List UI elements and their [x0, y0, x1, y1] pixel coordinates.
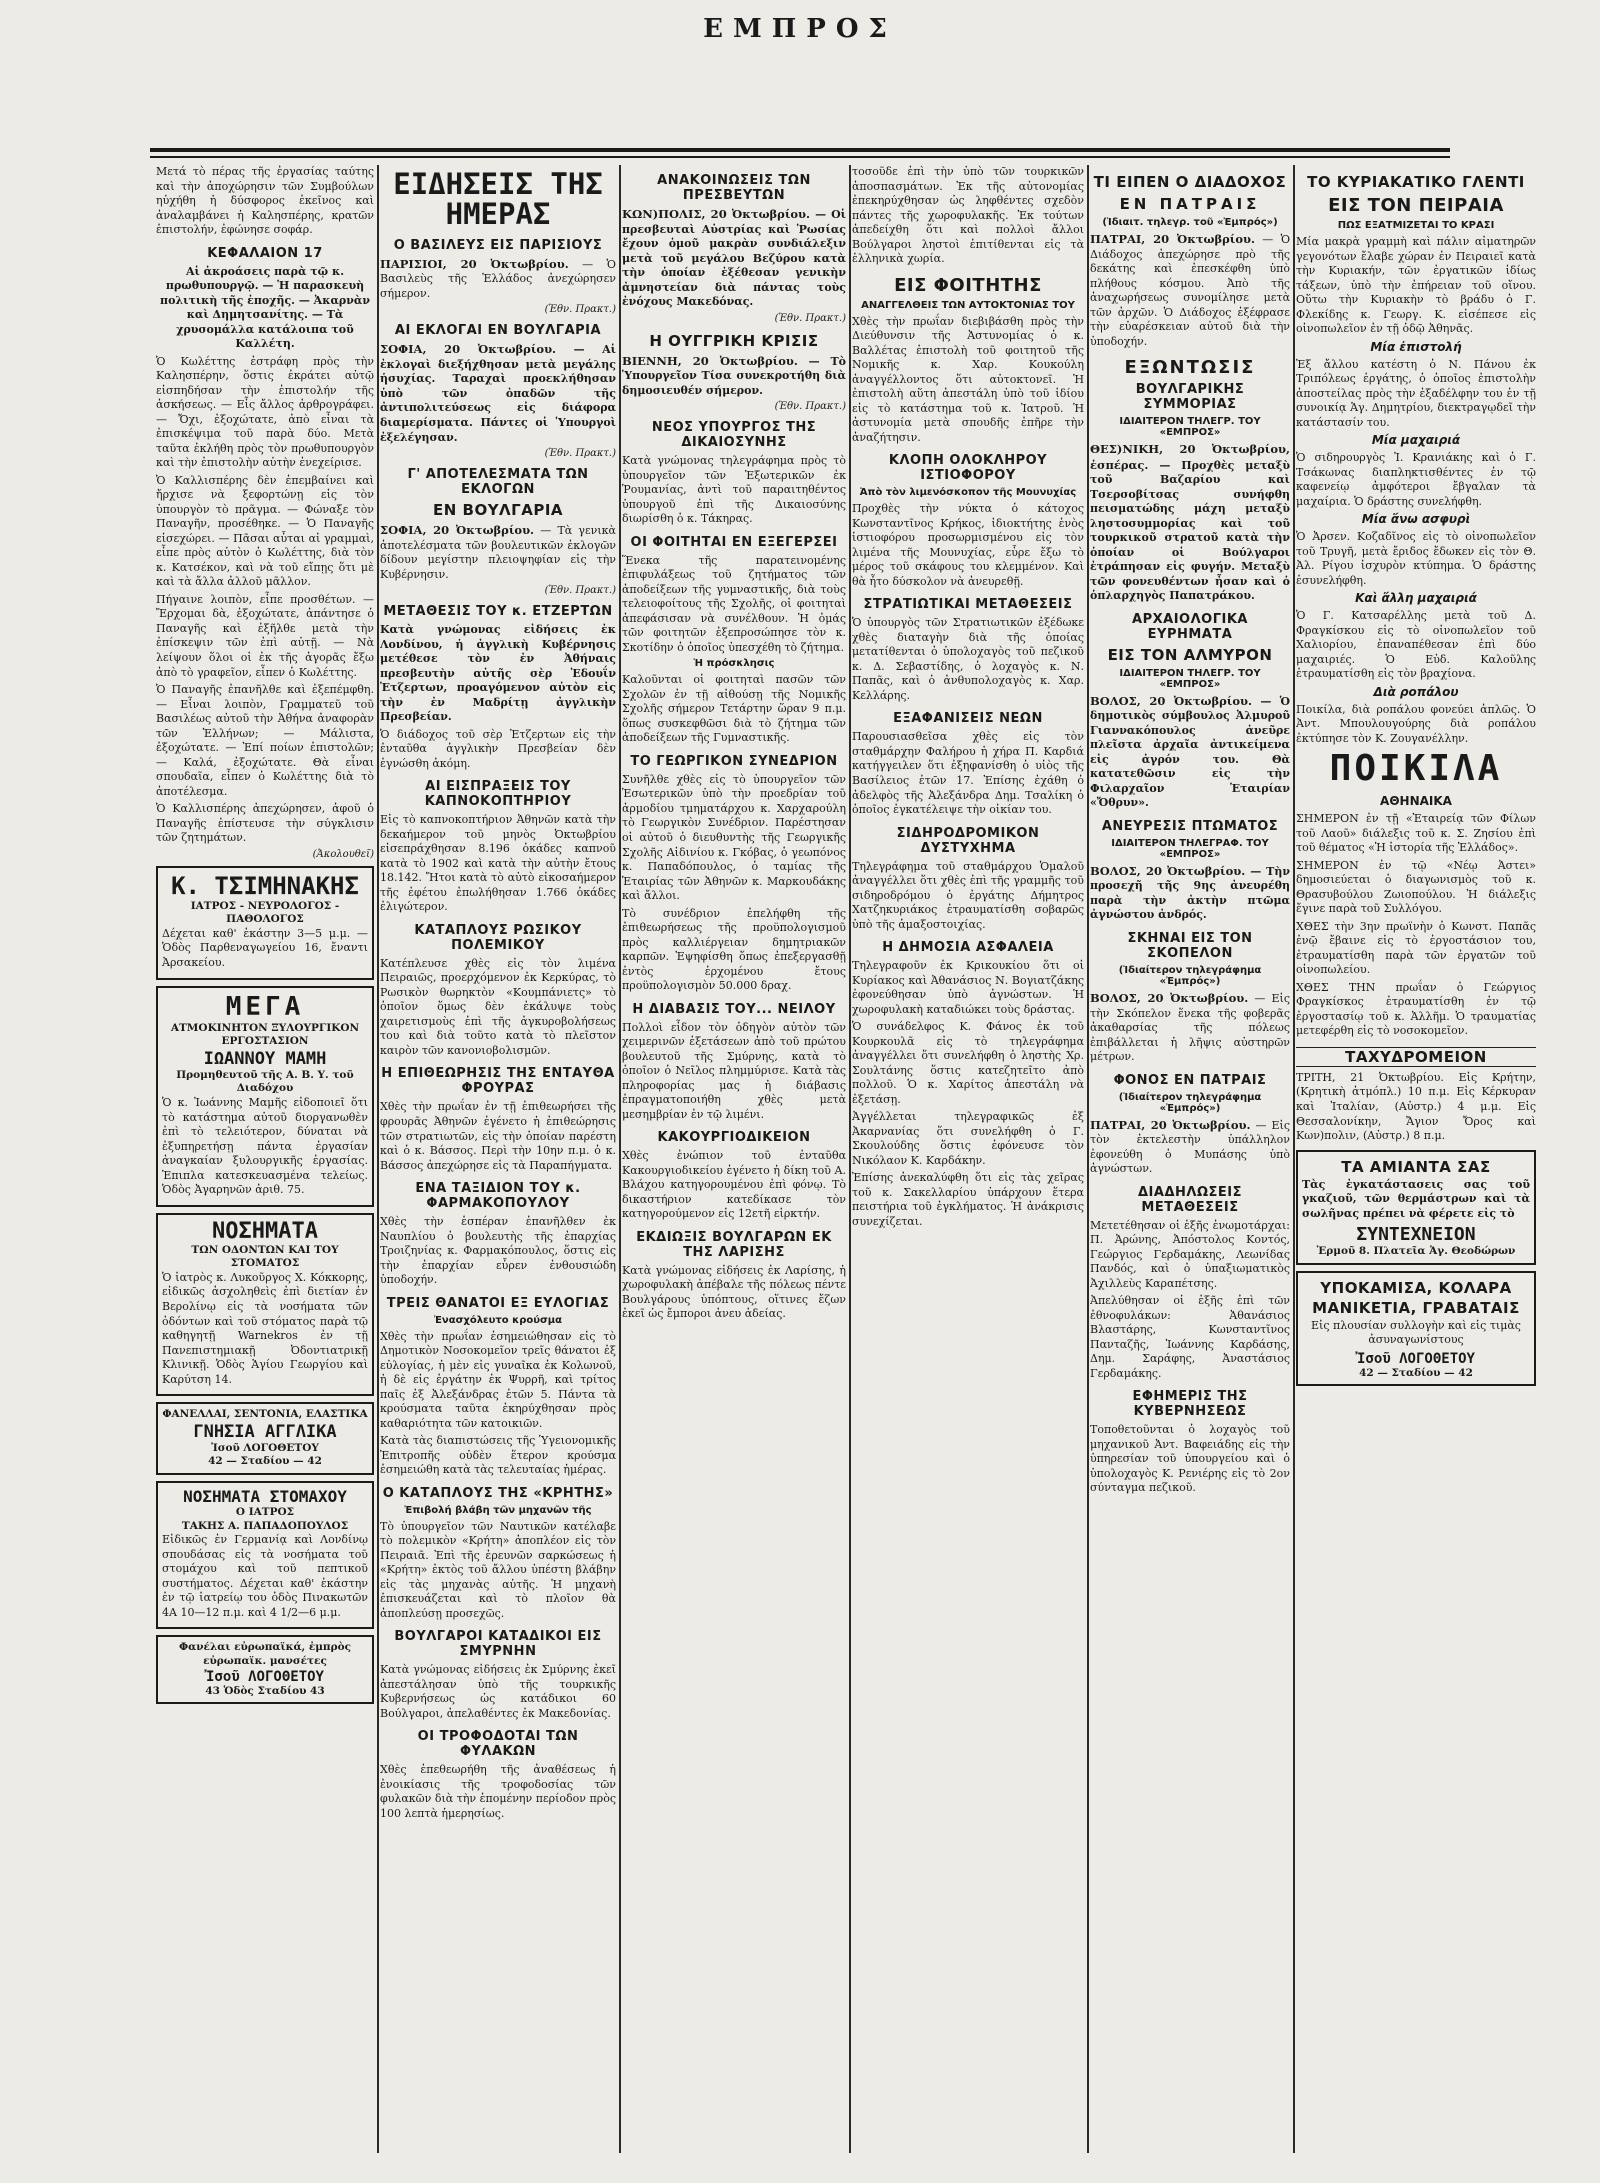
article-subheadline: (Ἰδιαίτερον τηλεγράφημα «Ἐμπρός») — [1118, 1091, 1262, 1114]
ad-text: Δέχεται καθ' ἑκάστην 3—5 μ.μ. — Ὁδὸς Παρθεναγωγείου 16, ἔναντι Ἀρσακείου. — [162, 926, 368, 969]
article-subheadline: Ἐνασχόλευτο κρούσμα — [434, 1314, 562, 1326]
article-subheadline: Μία ἐπιστολή — [1370, 339, 1462, 354]
article-headline: ΤΑΧΥΔΡΟΜΕΙΟΝ — [1296, 1047, 1536, 1067]
article-text: Προχθὲς τὴν νύκτα ὁ κάτοχος Κωνσταντῖνος Κρήκος, ἰδιοκτήτης ἑνὸς ἱστιοφόρου προσωρμισμένου εἰς τὸν λιμένα τῆς Μουνυχίας, εὗρε ἔξω τὸ μέρος τοῦ σκάφους του κλεμμένον. Καὶ θὰ ἦτο δύσκολον νὰ ἀνευρεθῇ. — [852, 502, 1084, 588]
story-text: Ὁ Παναγῆς ἐπανῆλθε καὶ ἐξεπέμφθη. — Εἶναι λοιπὸν, Γραμματεῦ τοῦ Βασιλέως αὐτοῦ τὴν Ἀθήνα ἀναφορὰν τῶν Ἑλλήνων; — Μάλιστα, ἐξοχώτατε. — Ἐπί ποίων ἐπιστολῶν; — Καλά, ἐξοχώτατε. Θὰ εἶναι σπουδαῖα, εἶπεν ὁ Κωλέττης διὰ τὸ ἀποτέλεσμα. — [156, 683, 374, 798]
ad-address: 42 — Σταδίου — 42 — [1359, 1366, 1473, 1379]
article-text: Χθὲς ἐπεθεωρήθη τῆς ἀναθέσεως ἡ ἐνοικίασις τῆς τροφοδοσίας τῶν φυλακῶν διὰ τὴν ἑπομένην περίοδον πρὸς 100 λεπτὰ ἡμερησίως. — [380, 1763, 616, 1820]
article-text: Ἐξ ἄλλου κατέστη ὁ Ν. Πάνου ἐκ Τριπόλεως ἐργάτης, ὁ ὁποῖος ἐπιστολὴν ἀποστείλας πρὸς τὴν ἐξαδέλφην του ἐν τῇ συνοικίᾳ Ἁγ. Δημητρίου, διεκτραγῳδεῖ τὴν κατάστασίν του. — [1296, 357, 1536, 429]
article-text: Χθὲς τὴν πρωΐαν ἐσημειώθησαν εἰς τὸ Δημοτικὸν Νοσοκομεῖον τρεῖς θάνατοι ἐξ εὐλογίας, ἡ μὲν εἰς γυναῖκα ἐκ Κολωνοῦ, ἡ δὲ εἰς ἐργάτην ἐκ Ψυρρῆ, καὶ τρίτος παῖς ἐξ Ἀλεξάνδρας ἐτῶν 5. Πάντα τὰ κρούσματα ταῦτα ἐκηρύχθησαν πρὸς καθαριότητα τῶν κατοικιῶν. — [380, 1329, 616, 1430]
ad-text: Ὁ κ. Ἰωάννης Μαμῆς εἰδοποιεῖ ὅτι τὸ κατάστημα αὐτοῦ διοργανωθὲν ἐπὶ τὸ τελειότερον, δύναται νὰ ἐξυπηρετήσῃ πάντα ἐργασίαν ἀναγκαίαν ξυλουργικῆς ἐργασίας. Ἐπιπλα κατεσκευασμένα τελείως. Ὁδὸς Ἀγαρηνῶν ἀριθ. 75. — [162, 1096, 368, 1197]
dateline: ΠΑΤΡΑΙ, 20 Ὀκτωβρίου. — [1090, 1117, 1251, 1132]
article-text: — Ὁ Βασιλεὺς τῆς Ἑλλάδος ἀνεχώρησεν σήμερον. — [380, 257, 616, 300]
article-subheadline: ΙΔΙΑΙΤΕΡΟΝ ΤΗΛΕΓΡ. ΤΟΥ «ΕΜΠΡΟΣ» — [1119, 416, 1261, 439]
article-text: Κατὰ γνώμονας τηλεγράφημα πρὸς τὸ ὑπουργεῖον τῶν Ἐξωτερικῶν ἐκ Ῥουμανίας, ἀντὶ τοῦ παραιτηθέντος ὑπουργοῦ ἐπὶ τῆς Δικαιοσύνης διωρίσθη ὁ κ. Τάκηρας. — [622, 454, 846, 526]
advertisement — [156, 986, 374, 1207]
article-headline: ΜΕΤΑΘΕΣΙΣ ΤΟΥ κ. ΕΤΖΕΡΤΩΝ — [383, 604, 613, 620]
ad-subtitle: Ο ΙΑΤΡΟΣ — [235, 1506, 295, 1519]
article-text: Ὁ συνάδελφος Κ. Φάνος ἐκ τοῦ Κουρκουλᾶ εἰς τὸ τηλεγράφημα ἀναγγέλλει ὅτι συνελήφθη ὁ ληστὴς Χρ. Σουλτάνης ὅστις κατεζητεῖτο ἀπὸ πολλοῦ. Ὁ κ. Χαρίτος ἀπεστάλη νὰ ἐξετάσῃ. — [852, 1020, 1084, 1106]
article-headline: Ο ΒΑΣΙΛΕΥΣ ΕΙΣ ΠΑΡΙΣΙΟΥΣ — [393, 237, 603, 253]
article-headline: ΣΚΗΝΑΙ ΕΙΣ ΤΟΝ ΣΚΟΠΕΛΟΝ — [1127, 930, 1253, 961]
column-divider — [377, 165, 379, 2153]
article-text: Χθὲς τὴν πρωΐαν ἐν τῇ ἐπιθεωρήσει τῆς φρουρᾶς Ἀθηνῶν ἐγένετο ἡ ἐπιθεώρησις τῶν στρατιωτῶν, εἰς τὴν ὁποίαν παρέστη καὶ ὁ κ. Βάσσος. Περὶ τὴν 10ην π.μ. ὁ κ. Βάσσος ἀπεχώρησε εἰς τὰ Παραπήγματα. — [380, 1100, 616, 1172]
article-text: — Ὁ δημοτικὸς σύμβουλος Ἀλμυροῦ Γιαννακόπουλος ἀνεῦρε πλεῖστα ἀρχαῖα ἀντικείμενα εἰς ἀγρόν του. Θὰ κατατεθῶσιν εἰς τὴν Φιλαρχαῖον Ἑταιρίαν «Ὄθρυν». — [1090, 694, 1290, 810]
source-note: (Ἐθν. Πρακτ.) — [774, 401, 846, 413]
article-subheadline: Μία ἄνω ασφυρὶ — [1361, 512, 1471, 527]
article-headline: ΑΡΧΑΙΟΛΟΓΙΚΑ ΕΥΡΗΜΑΤΑ — [1132, 611, 1248, 642]
article-headline: ΚΑΚΟΥΡΓΙΟΔΙΚΕΙΟΝ — [657, 1130, 811, 1146]
ad-shop: Ἰσοῦ ΛΟΓΟΘΕΤΟΥ — [211, 1441, 319, 1454]
column-divider — [619, 165, 621, 2153]
ad-title: ΝΟΣΗΜΑΤΑ ΣΤΟΜΑΧΟΥ — [183, 1487, 347, 1507]
column-5 — [1090, 165, 1290, 2153]
top-rule-thin — [150, 156, 1450, 158]
article-text: Καλοῦνται οἱ φοιτηταὶ πασῶν τῶν Σχολῶν ἐν τῇ αἰθούσῃ τῆς Νομικῆς Σχολῆς σήμερον Τετάρτην ὥραν 9 π.μ. ὅπως συσκεφθῶσι διὰ τὸ ζήτημα τῶν ἀποδείξεων τῆς Γυμναστικῆς. — [622, 673, 846, 745]
ad-subtitle: ΙΑΤΡΟΣ - ΝΕΥΡΟΛΟΓΟΣ - ΠΑΘΟΛΟΓΟΣ — [190, 899, 340, 926]
section-subbanner: ΑΘΗΝΑΙΚΑ — [1380, 794, 1452, 809]
article-headline: ΑΙ ΕΚΛΟΓΑΙ ΕΝ ΒΟΥΛΓΑΡΙΑ — [394, 323, 602, 339]
column-6 — [1296, 165, 1536, 2153]
article-text: Κατέπλευσε χθὲς εἰς τὸν λιμένα Πειραιῶς, προερχόμενον ἐκ Κερκύρας, τὸ Ρωσικὸν θωρηκτὸν «Κουμπάνιετς» τὸ ὁποῖον ὅμως δὲν ἐκάλυψε τοὺς χαιρετισμοὺς ἐπὶ τῆς ἀγκυροβολήσεως του καὶ διὰ τοῦτο κατὰ τὸ πλεῖστον καιρὸν τῶν κανονιοβολισμῶν. — [380, 956, 616, 1057]
article-text: Ποικίλα, διὰ ροπάλου φονεύει ἀπλῶς. Ὁ Ἀντ. Μπουλουγούρης διὰ ροπάλου ἐκτύπησε τὸν Κ. Ζουγανέλλην. — [1296, 702, 1536, 745]
article-text: Τηλεγραφοῦν ἐκ Κρικουκίου ὅτι οἱ Κυρίακος καὶ Ἀθανάσιος Ν. Βογιατζάκης ἐφονεύθησαν ὑπὸ ἀγνώστων. Ἡ χωροφυλακὴ καταδιώκει τοὺς δράστας. — [852, 959, 1084, 1016]
column-divider — [849, 165, 851, 2153]
column-4 — [852, 165, 1084, 2153]
article-text: Ὁ Γ. Κατσαρέλλης μετὰ τοῦ Δ. Φραγκίσκου εἰς τὸ οἰνοπωλεῖον τοῦ Χαλιορίου, ἐπαναπέθεσαν ἐπὶ δύο μαχαιριές. Ὁ Εὐδ. Καλοῦλης ἐτραυματίσθη εἰς τὸν βραχίονα. — [1296, 609, 1536, 681]
ad-shop: ΣΥΝΤΕΧΝΕΙΟΝ — [1356, 1224, 1476, 1246]
article-text: Κατὰ γνώμονας εἰδήσεις ἐκ Σμύρνης ἐκεῖ ἀπεστάλησαν ὑπὸ τῆς τουρκικῆς Κυβερνήσεως ὡς κατάδικοι 60 Βούλγαροι, ἀπελαθέντες ἐκ Μακεδονίας. — [380, 1663, 616, 1720]
story-text: Ὁ Κωλέττης ἐστράφη πρὸς τὴν Καλησπέρην, ὅστις ἐκράτει αὐτῷ εἰσπηδήσαν τὴν ἐπιστολήν τῆς ἀσκήσεως. — Εἶς ἄλλος ἀρθρογράφει. — Ὄχι, ἐξοχώτατε, ἀπὸ εἶναι τὰ ἐπισκέψιμα τοῦ παρὰ δύο. Μετὰ ταῦτα ἐκλήθη πρὸς τὸν πρωθυπουργὸν καὶ τὴν ἐπιστολὴν αὐτὴν ἐνεχείρισε. — [156, 354, 374, 470]
ad-title: ΝΟΣΗΜΑΤΑ — [212, 1218, 318, 1244]
chapter-heading: ΚΕΦΑΛΑΙΟΝ 17 — [207, 245, 323, 261]
article-headline: ΑΝΑΚΟΙΝΩΣΕΙΣ ΤΩΝ ΠΡΕΣΒΕΥΤΩΝ — [657, 173, 811, 203]
article-headline: Η ΔΙΑΒΑΣΙΣ ΤΟΥ... ΝΕΙΛΟΥ — [632, 1001, 836, 1017]
article-text: Τοποθετοῦνται ὁ λοχαγὸς τοῦ μηχανικοῦ Ἀντ. Βαφειάδης εἰς τὴν ὑπηρεσίαν τοῦ ὑπουργείου καὶ ὁ ὑπολοχαγὸς Κ. Ρενιέρης εἰς τὸ 2ον σύνταγμα πεζικοῦ. — [1090, 1423, 1290, 1495]
article-headline: ΒΟΥΛΓΑΡΙΚΗΣ ΣΥΜΜΟΡΙΑΣ — [1135, 382, 1245, 413]
article-headline: Η ΕΠΙΘΕΩΡΗΣΙΣ ΤΗΣ ΕΝΤΑΥΘΑ ΦΡΟΥΡΑΣ — [381, 1066, 615, 1097]
article-text: ΤΡΙΤΗ, 21 Ὀκτωβρίου. Εἰς Κρήτην, (Κρητικὴ ἀτμόπλ.) 10 π.μ. Εἰς Κέρκυραν καὶ Ἰταλίαν, (Αὐστρ.) 4 μ.μ. Εἰς Θεσσαλονίκην, Ἄγιον Ὄρος καὶ Κων)πολιν, (Αὐστρ.) 8 π.μ. — [1296, 1070, 1536, 1143]
article-text: Ἀγγέλλεται τηλεγραφικῶς ἐξ Ἀκαρνανίας ὅτι συνελήφθη ὁ Γ. Σκουλούδης ὅστις ἐφόνευσε τὸν Νικόλαον Κ. Καρδάκην. — [852, 1110, 1084, 1167]
article-subheadline: Ἡ πρόσκλησις — [693, 658, 775, 670]
article-headline: ΕΙΣ ΤΟΝ ΠΕΙΡΑΙΑ — [1328, 195, 1504, 216]
article-subheadline: ΙΔΙΑΙΤΕΡΟΝ ΤΗΛΕΓΡ. ΤΟΥ «ΕΜΠΡΟΣ» — [1119, 667, 1261, 690]
source-note: (Ἐθν. Πρακτ.) — [774, 312, 846, 324]
ad-owner: ΙΩΑΝΝΟΥ ΜΑΜΗ — [203, 1048, 327, 1069]
article-text: Μετετέθησαν οἱ ἑξῆς ἐνωμοτάρχαι: Π. Ἀρώνης, Ἀπόστολος Κοντός, Γεώργιος Γερδαμάκης, Λεωνίδας Πανδός, καὶ ὁ ὑπαξιωματικὸς Ἀχιλλεὺς Καραπέτσης. — [1090, 1218, 1290, 1290]
article-headline: ΕΦΗΜΕΡΙΣ ΤΗΣ ΚΥΒΕΡΝΗΣΕΩΣ — [1132, 1389, 1248, 1420]
continued-note: (Ἀκολουθεῖ) — [312, 848, 374, 860]
article-text: — Εἰς τὸν ἐκτελεστὴν ὑπάλληλον ἐφονεύθη ὁ Μυπάσης ὑπὸ ἀγνώστων. — [1090, 1118, 1290, 1176]
ad-subtitle: ΤΩΝ ΟΔΟΝΤΩΝ ΚΑΙ ΤΟΥ ΣΤΟΜΑΤΟΣ — [191, 1243, 339, 1270]
ad-doctor: ΤΑΚΗΣ Α. ΠΑΠΑΔΟΠΟΥΛΟΣ — [181, 1519, 349, 1532]
dateline: ΒΟΛΟΣ, 20 Ὀκτωβρίου. — [1090, 693, 1253, 708]
article-subheadline: Ἀπὸ τὸν λιμενόσκοπον τῆς Μουνυχίας — [859, 487, 1077, 499]
article-text: Χθὲς ἐνώπιον τοῦ ἐνταῦθα Κακουργιοδικείου ἐγένετο ἡ δίκη τοῦ Α. Βλάχου κατηγορουμένου ἐπὶ φόνῳ. Τὸ δικαστήριον κατεδίκασε τὸν κατηγορούμενον εἰς 12ετῆ εἰρκτήν. — [622, 1149, 846, 1221]
continuation-text: Μετά τὸ πέρας τῆς ἐργασίας ταύτης καὶ τὴν ἀποχώρησιν τῶν Συμβούλων ηὐχήθη ἡ δύσφορος ἐκεῖνος καὶ ἀναλαμβάνει ἡ Καλησπέρης, κρατῶν ἐπιστολήν, ἐφώνησε σοφάρ. — [156, 165, 374, 237]
article-text: Ὁ ὑπουργὸς τῶν Στρατιωτικῶν ἐξέδωκε χθὲς διαταγὴν διὰ τῆς ὁποίας μετατίθενται ὁ ὑπολοχαγὸς τοῦ πεζικοῦ κ. Δ. Σεβαστίδης, ὁ λοχαγὸς κ. Ν. Παπᾶς, καὶ ὁ ἀνθυπολοχαγὸς κ. Χαρ. Κελλάρης. — [852, 616, 1084, 702]
newspaper-name: ΕΜΠΡΟΣ — [703, 14, 897, 44]
article-headline: ΕΙΣ ΤΟΝ ΑΛΜΥΡΟΝ — [1107, 645, 1273, 664]
article-subheadline: (Ἰδιαιτ. τηλεγρ. τοῦ «Ἐμπρός») — [1102, 217, 1278, 228]
ad-title: ΥΠΟΚΑΜΙΣΑ, ΚΟΛΑΡΑ — [1320, 1278, 1512, 1297]
source-note: (Ἐθν. Πρακτ.) — [544, 448, 616, 460]
article-headline: ΟΙ ΦΟΙΤΗΤΑΙ ΕΝ ΕΞΕΓΕΡΣΕΙ — [630, 534, 838, 550]
article-headline: ΦΟΝΟΣ ΕΝ ΠΑΤΡΑΙΣ — [1113, 1072, 1267, 1088]
story-text: Ὁ Καλλισπέρης δὲν ἐπεμβαίνει καὶ ἤρχισε νὰ ξεφορτώνῃ εἰς τὸν ὑπουργὸν τὸ πρᾶγμα. — Φώναξε τὸν Παναγῆν, προσέθηκε. — Ὁ Παναγῆς εἰσεχώρει. — Πᾶσαι αὗται αἱ γραμμαὶ, εἶπε πρὸς αὐτὸν ὁ Κωλέττης, διὰ τὸν κ. Κατσέκον, καὶ νὰ τοῦ εἴπῃς ὅτι μὲ καὶ τὰ ἄλλα ἀλλοῦ μᾶλλον. — [156, 473, 374, 589]
article-text: ΣΗΜΕΡΟΝ ἐν τῷ «Νέῳ Ἀστει» δημοσιεύεται ὁ διαγωνισμὸς τοῦ κ. Θρασυβούλου Ζωιοπούλου. Ἡ διάλεξις ἔγινε παρὰ τοῦ Συλλόγου. — [1296, 858, 1536, 916]
article-text: — Αἱ ἐκλογαὶ διεξήχθησαν μετὰ μεγάλης ἡσυχίας. Ταραχαὶ προεκλήθησαν ὑπὸ τῶν ὀπαδῶν τῆς ἀντιπολιτεύσεως εἰς διάφορα διαμερίσματα. Πάντες οἱ Ὑπουργοὶ ἐξελέγησαν. — [380, 343, 616, 444]
article-headline: ΤΙ ΕΙΠΕΝ Ο ΔΙΑΔΟΧΟΣ — [1093, 173, 1287, 191]
article-headline: ΚΛΟΠΗ ΟΛΟΚΛΗΡΟΥ ΙΣΤΙΟΦΟΡΟΥ — [888, 453, 1048, 484]
article-text: Ἀπελύθησαν οἱ ἑξῆς ἐπὶ τῶν ἐθνοφυλάκων: Ἀθανάσιος Βλαστάρης, Κωνσταντῖνος Πανταζῆς, Ἰωάννης Καρδάσης, Δημ. Σαράφης, Ἀναστάσιος Γερδαμάκης. — [1090, 1294, 1290, 1380]
article-headline: ΕΞΑΦΑΝΙΣΕΙΣ ΝΕΩΝ — [893, 711, 1043, 727]
article-headline: ΕΝ ΠΑΤΡΑΙΣ — [1119, 195, 1261, 213]
ad-shop: Ἰσοῦ ΛΟΓΟΘΕΤΟΥ — [205, 1668, 324, 1685]
article-headline: ΕΚΔΙΩΞΙΣ ΒΟΥΛΓΑΡΩΝ ΕΚ ΤΗΣ ΛΑΡΙΣΗΣ — [636, 1229, 832, 1260]
advertisement — [156, 1402, 374, 1475]
section-banner: ΕΙΔΗΣΕΙΣ ΤΗΣ ΗΜΕΡΑΣ — [393, 167, 603, 232]
ad-subtitle: ΓΝΗΣΙΑ ΑΓΓΛΙΚΑ — [193, 1421, 337, 1442]
article-headline: Γ' ΑΠΟΤΕΛΕΣΜΑΤΑ ΤΩΝ ΕΚΛΟΓΩΝ — [407, 467, 589, 498]
advertisement — [156, 1481, 374, 1629]
ad-shop: Ἰσοῦ ΛΟΓΟΘΕΤΟΥ — [1356, 1350, 1475, 1367]
article-headline: ΤΟ ΓΕΩΡΓΙΚΟΝ ΣΥΝΕΔΡΙΟΝ — [630, 753, 838, 769]
article-headline: ΔΙΑΔΗΛΩΣΕΙΣ ΜΕΤΑΘΕΣΕΙΣ — [1138, 1184, 1242, 1215]
article-text: ΣΗΜΕΡΟΝ ἐν τῇ «Ἑταιρείᾳ τῶν Φίλων τοῦ Λαοῦ» διάλεξις τοῦ κ. Σ. Ζησίου ἐπὶ τοῦ θέματος «Ἡ ἱστορία τῆς Ἑλλάδος». — [1296, 812, 1536, 855]
advertisement — [1296, 1150, 1536, 1265]
article-subheadline: Μία μαχαιριά — [1371, 433, 1461, 448]
ad-address: 43 Ὁδὸς Σταδίου 43 — [205, 1684, 325, 1697]
section-banner: ΠΟΙΚΙΛΑ — [1329, 748, 1503, 790]
ad-subtitle: ΑΤΜΟΚΙΝΗΤΟΝ ΞΥΛΟΥΡΓΙΚΟΝ ΕΡΓΟΣΤΑΣΙΟΝ — [170, 1021, 360, 1048]
ad-title: ΤΑ ΑΜΙΑΝΤΑ ΣΑΣ — [1341, 1157, 1491, 1176]
source-note: (Ἐθν. Πρακτ.) — [544, 304, 616, 316]
article-headline: ΟΙ ΤΡΟΦΟΔΟΤΑΙ ΤΩΝ ΦΥΛΑΚΩΝ — [417, 1729, 579, 1760]
article-text: ΧΘΕΣ τὴν 3ην πρωϊνὴν ὁ Κωνστ. Παπᾶς ἐνῷ ἔβαινε εἰς τὸ ἐργοστάσιον του, ἐτραυματίσθη παρὰ τῶν ἐργατῶν τοῦ οἰνοπωλείου. — [1296, 919, 1536, 977]
article-text: Ἕνεκα τῆς παρατεινομένης ἐπιφυλάξεως τοῦ ζητήματος τῶν ἀποδείξεων τῆς γυμναστικῆς, διὰ τοὺς τελειοφοίτους τῆς Σχολῆς, οἱ φοιτηταὶ ἀπεφάσισαν νὰ συνέλθουν. Ἡ ὁμάς τῶν φοιτητῶν ἐξεπροσώπησε τὸν κ. Σκοτίδην ὁ ὁποῖος ὑπεσχέθη τὸ ζήτημα. — [622, 553, 846, 654]
dateline: ΒΟΛΟΣ, 20 Ὀκτωβρίου. — [1090, 990, 1249, 1005]
article-text: ΧΘΕΣ ΤΗΝ πρωΐαν ὁ Γεώργιος Φραγκίσκος ἐτραυματίσθη ἐν τῷ ἐργοστασίῳ τοῦ κ. Ἀλλῆμ. Ὁ τραυματίας μετεφέρθη εἰς τὸ νοσοκομεῖον. — [1296, 980, 1536, 1038]
article-headline: ΒΟΥΛΓΑΡΟΙ ΚΑΤΑΔΙΚΟΙ ΕΙΣ ΣΜΥΡΝΗΝ — [394, 1629, 602, 1660]
article-text: Ὁ Ἀρσεν. Κοζαδῖνος εἰς τὸ οἰνοπωλεῖον τοῦ Τρυγῆ, μετὰ ἔριδος ἔδωκεν εἰς τὸν Θ. Ἀλ. Ρίγου ἰσχυρὸν κτύπημα. Ὁ δράστης ἐσυνελήφθη. — [1296, 530, 1536, 587]
top-rule — [150, 148, 1450, 152]
ad-text: Τὰς ἐγκατάστασεις σας τοῦ γκαζιοῦ, τῶν θερμάστρων καὶ τὰ σωλῆνας πρέπει νὰ φέρετε εἰς τὸ — [1302, 1177, 1530, 1220]
story-text: Πήγαινε λοιπὸν, εἶπε προσθέτων. — Ἔρχομαι δὰ, ἐξοχώτατε, ἀπάντησε ὁ Παναγῆς καὶ ἐξῆλθε μετὰ τὴν ἐπίσκεψιν τῶν ἐπὶ αὐτῇ. — Νὰ λείψουν ὅλοι οἱ ἐκ τῆς ἀγορᾶς ἔξω ἀπὸ τὸ γραφεῖον, εἶπεν ὁ Κωλέττης. — [156, 592, 374, 679]
article-headline: ΕΝ ΒΟΥΛΓΑΡΙΑ — [432, 501, 564, 520]
column-2 — [380, 165, 616, 2153]
dateline: ΣΟΦΙΑ, 20 Ὀκτωβρίου. — [380, 523, 535, 538]
source-note: (Ἐθν. Πρακτ.) — [544, 585, 616, 597]
article-headline: ΤΟ ΚΥΡΙΑΚΑΤΙΚΟ ΓΛΕΝΤΙ — [1307, 173, 1525, 191]
article-text: Πολλοὶ εἶδον τὸν ὁδηγὸν αὐτὸν τῶν χειμερινῶν ἐξετάσεων ἀπὸ τοῦ πρώτου βουλευτοῦ τῆς Σμύρνης, κατὰ τὸ ὁποῖον ὁ Νεῖλος πλημμύρισε. Κατὰ τὰς πληροφορίας μας ἡ διάβασις ἐπραγματοποιήθη χθὲς μετὰ μεσημβρίαν ἐν τῷ λιμένι. — [622, 1020, 846, 1121]
article-headline: ΕΙΣ ΦΟΙΤΗΤΗΣ — [894, 274, 1042, 296]
ad-text: Εἰδικῶς ἐν Γερμανίᾳ καὶ Λονδίνῳ σπουδάσας εἰς τὰ νοσήματα τοῦ στομάχου καὶ τοῦ πεπτικοῦ συστήματος. Δέχεται καθ' ἑκάστην ἐν τῷ ἰατρείῳ του ὁδὸς Πινακωτῶν 4Α 10—12 π.μ. καὶ 4 1/2—6 μ.μ. — [162, 1533, 368, 1619]
ad-text: Εἰς πλουσίαν συλλογὴν καὶ εἰς τιμὰς ἀσυναγωνίστους — [1311, 1318, 1521, 1347]
article-text: — Τὸ Ὑπουργεῖον Τίσα συνεκροτήθη διὰ δημοσιευθέν σήμερον. — [622, 354, 846, 397]
dateline: ΠΑΤΡΑΙ, 20 Ὀκτωβρίου. — [1090, 232, 1256, 246]
article-headline: Ο ΚΑΤΑΠΛΟΥΣ ΤΗΣ «ΚΡΗΤΗΣ» — [382, 1485, 614, 1501]
article-headline: Η ΔΗΜΟΣΙΑ ΑΣΦΑΛΕΙΑ — [882, 940, 1054, 956]
article-headline: ΚΑΤΑΠΛΟΥΣ ΡΩΣΙΚΟΥ ΠΟΛΕΜΙΚΟΥ — [414, 922, 582, 953]
ad-title: ΜΑΝΙΚΕΤΙΑ, ΓΡΑΒΑΤΑΙΣ — [1312, 1298, 1520, 1317]
masthead — [0, 0, 1600, 70]
article-headline: ΑΙ ΕΙΣΠΡΑΞΕΙΣ ΤΟΥ ΚΑΠΝΟΚΟΠΤΗΡΙΟΥ — [424, 779, 572, 810]
ad-address: 42 — Σταδίου — 42 — [208, 1455, 322, 1468]
article-headline: ΕΝΑ ΤΑΞΙΔΙΟΝ ΤΟΥ κ. ΦΑΡΜΑΚΟΠΟΥΛΟΥ — [415, 1181, 581, 1212]
advertisement — [1296, 1271, 1536, 1387]
advertisement — [156, 1213, 374, 1396]
article-text: τοσοῦδε ἐπὶ τὴν ὑπὸ τῶν τουρκικῶν ἀποσπασμάτων. Ἐκ τῆς αὐτονομίας ἐπεκηρύχθησαν ὡς ληφθέντες σχεδὸν πάντες τῆς χωροφυλακῆς. Ἐκ τούτων ἀπεδείχθη ὅτι καὶ πολλοὶ ἄλλοι Βούλγαροι ληστοὶ ἐπιτίθενται εἰς τὰ ἑλληνικὰ χωρία. — [852, 165, 1084, 266]
column-1 — [156, 165, 374, 2153]
story-title: Αἱ ἀκροάσεις παρὰ τῷ κ. πρωθυπουργῷ. — Ἡ παρασκευὴ πολιτικὴ τῆς ἐποχῆς. — Ἀκαρνὰν καὶ Δημητσανίτης. — Τὰ χρυσομάλλα κατάλοιπα τοῦ Καλλέτη. — [160, 264, 370, 351]
article-subheadline: (Ἰδιαίτερον τηλεγράφημα «Ἐμπρός») — [1118, 964, 1262, 987]
dateline: ΣΟΦΙΑ, 20 Ὀκτωβρίου. — [380, 342, 557, 357]
dateline: ΚΩΝ)ΠΟΛΙΣ, 20 Ὀκτωβρίου. — [622, 207, 811, 221]
article-text: Παρουσιασθεῖσα χθὲς εἰς τὸν σταθμάρχην Φαλήρου ἡ χήρα Π. Καρδιά κατήγγειλεν ὅτι ἐξηφανίσθη ὁ υἱὸς τῆς Βασίλειος ἐτῶν 17. Ἐπίσης ἐχάθη ὁ ἀδελφὸς τῆς Ἀλεξάνδρα Δημ. Τσαλίκη ὁ ὁποῖος ἐγκατέλειψε τὴν οἰκίαν του. — [852, 730, 1084, 817]
ad-address: Ἐρμοῦ 8. Πλατεῖα Ἁγ. Θεοδώρων — [1316, 1245, 1516, 1258]
article-text: Τὸ ὑπουργεῖον τῶν Ναυτικῶν κατέλαβε τὸ πολεμικὸν «Κρήτη» ἀποπλέον εἰς τὸν Πειραιᾶ. Ἐπὶ τῆς ἐρευνῶν σαρκώσεως ἡ «Κρήτη» ἐκτὸς τοῦ ἄλλου ὑπέστη βλάβην εἰς τὰς μηχανὰς αὐτῆς. Ἡ μηχανὴ ἐπισκευάζεται καὶ τὸ πλοῖον θὰ ἀποπλεύσῃ προσεχῶς. — [380, 1519, 616, 1620]
article-subheadline: Διὰ ροπάλου — [1373, 684, 1459, 699]
article-text: — Τὰ γενικὰ ἀποτελέσματα τῶν βουλευτικῶν ἐκλογῶν δίδουν μεγίστην πλειοψηφίαν εἰς τὴν Κυβέρνησιν. — [380, 524, 616, 581]
article-subheadline: Καὶ ἄλλη μαχαιριά — [1355, 591, 1477, 606]
dateline: ΒΟΛΟΣ, 20 Ὀκτωβρίου. — [1090, 863, 1246, 878]
article-text: — Οἱ πρεσβευταὶ Αὐστρίας καὶ Ῥωσίας ἔχουν ὁμοῦ μακρὰν συνδιάλεξιν μετὰ τοῦ μεγάλου Βεζύρου κατὰ τὴν ὁποίαν ἐξέθεσαν γενικὴν ἀμνηστείαν διὰ πάντας τοὺς ἐνόχους Μακεδόνας. — [622, 208, 846, 309]
article-text: Συνῆλθε χθὲς εἰς τὸ ὑπουργεῖον τῶν Ἐσωτερικῶν ὑπὸ τὴν προεδρίαν τοῦ ἁρμοδίου τμηματάρχου κ. Χαρχαρούλη τὸ Γεωργικὸν Συνέδριον. Παρέστησαν οἱ αὐτοῦ ὁ διευθυντὴς τῆς Γεωργικῆς Σχολῆς Αἰδινίου κ. Γκόβας, ὁ γεωπόνος κ. Παπαδόπουλος, ὁ ταμίας τῆς Ἑταιρίας τῶν Ἀθηνῶν κ. Μαρκουδάκης καὶ ἄλλοι. — [622, 772, 846, 903]
ad-title: ΦΑΝΕΛΛΑΙ, ΣΕΝΤΟΝΙΑ, ΕΛΑΣΤΙΚΑ — [162, 1408, 368, 1421]
article-subheadline: ΑΝΑΓΓΕΛΘΕΙΣ ΤΩΝ ΑΥΤΟΚΤΟΝΙΑΣ ΤΟΥ — [861, 299, 1075, 311]
article-headline: ΣΤΡΑΤΙΩΤΙΚΑΙ ΜΕΤΑΘΕΣΕΙΣ — [863, 597, 1073, 613]
article-text: — Προχθὲς μεταξὺ τοῦ Βαζαρίου καὶ Τσερσοβίτσας συνήφθη πεισματώδης μάχη μεταξὺ ληστοσυμμορίας καὶ τοῦ τουρκικοῦ στρατοῦ κατὰ τὴν ὁποίαν οἱ Βούλγαροι ἐτράπησαν εἰς φυγήν. Μεταξὺ τῶν φονευθέντων ἦσαν καὶ ὁ ὁπλαρχηγὸς Παπατράκου. — [1090, 458, 1290, 603]
article-headline: ΝΕΟΣ ΥΠΟΥΡΓΟΣ ΤΗΣ ΔΙΚΑΙΟΣΥΝΗΣ — [651, 420, 817, 451]
article-headline: ΤΡΕΙΣ ΘΑΝΑΤΟΙ ΕΞ ΕΥΛΟΓΙΑΣ — [386, 1295, 610, 1311]
advertisement — [156, 1635, 374, 1704]
article-text: Κατὰ γνώμονας εἰδήσεις ἐκ Λονδίνου, ἡ ἀγγλικὴ Κυβέρνησις μετέθεσε τὸν ἐν Ἀθήναις πρεσβευτὴν αὐτῆς σὲρ Ἐδουΐν Ἐτζερτων, προαγόμενον αὐτὸν εἰς τὴν ἐν Μαδρίτῃ ἀγγλικὴν Πρεσβείαν. — [380, 623, 616, 724]
dateline: ΠΑΡΙΣΙΟΙ, 20 Ὀκτωβρίου. — [380, 256, 569, 271]
ad-text: Ὁ ἰατρὸς κ. Λυκοῦργος Χ. Κόκκορης, εἰδικῶς ἀσχοληθεὶς ἐπὶ διετίαν ἐν Βερολίνῳ εἰς τὰ νοσήματα τῶν ὀδόντων καὶ τοῦ στόματος παρὰ τῷ καθηγητῇ Warnekros ἐν τῇ Πανεπιστημιακῇ Ὀδοντιατρικῇ Κλινικῇ. Ὁδὸς Ἁγίου Γεωργίου καὶ Καρύτση 14. — [162, 1270, 368, 1386]
article-subheadline: ΠΩΣ ΕΞΑΤΜΙΖΕΤΑΙ ΤΟ ΚΡΑΣΙ — [1337, 220, 1495, 231]
article-subheadline: Ἐπιβολή βλάβη τῶν μηχανῶν τῆς — [404, 1504, 592, 1516]
article-text: Κατὰ τὰς διαπιστώσεις τῆς Ὑγειονομικῆς Ἐπιτροπῆς οὐδὲν ἕτερον κρούσμα ἐσημειώθη κατὰ τὰς τελευταίας ἡμέρας. — [380, 1434, 616, 1477]
advertisement — [156, 866, 374, 980]
article-headline: Η ΟΥΓΓΡΙΚΗ ΚΡΙΣΙΣ — [649, 331, 819, 350]
article-text: Μία μακρὰ γραμμὴ καὶ πάλιν αἱματηρῶν γεγονότων ἔλαβε χώραν ἐν Πειραιεῖ κατὰ τὴν Κυριακήν, τῶν ἐργατικῶν ἰδίως τάξεων, ὑπὸ τὴν ἐπήρειαν τοῦ οἴνου. Οὕτω τὴν Κυριακὴν τὸ βράδυ ὁ Γ. Φλεκίδης κ. Γεωργ. Κ. εἰσέπεσε εἰς οἰνοπωλεῖον ἐν τῇ ὁδῷ Ἀθηνᾶς. — [1296, 235, 1536, 336]
ad-text: Φανέλαι εὐρωπαϊκά, ἐμπρὸς εὐρωπαϊκ. μανσέτες — [179, 1641, 351, 1668]
article-text: Ὁ διάδοχος τοῦ σὲρ Ἐτζερτων εἰς τὴν ἐνταῦθα ἀγγλικὴν Πρεσβείαν δὲν ἐγνώσθη ἀκόμη. — [380, 727, 616, 770]
article-text: Εἰς τὸ καπνοκοπτήριον Ἀθηνῶν κατὰ τὴν δεκαήμερον τοῦ μηνὸς Ὀκτωβρίου εἰσεπράχθησαν 8.196 ὀκάδες καπνοῦ κατὰ τὸ 1902 καὶ κατὰ τὴν αὐτὴν ἔτους 18.142. Ἤτοι κατὰ τὸ αὐτὸ εἰκοσαήμερον τῆς ἐφέτου ἐπωλήθησαν 1.766 ὀκάδες ἐλιγώτερον. — [380, 813, 616, 914]
ad-title: Κ. ΤΣΙΜΗΝΑΚΗΣ — [171, 871, 359, 900]
article-headline: ΑΝΕΥΡΕΣΙΣ ΠΤΩΜΑΤΟΣ — [1101, 818, 1279, 834]
ad-title: ΜΕΓΑ — [225, 991, 305, 1022]
article-headline: ΣΙΔΗΡΟΔΡΟΜΙΚΟΝ ΔΥΣΤΥΧΗΜΑ — [896, 825, 1040, 856]
dateline: ΘΕΣ)ΝΙΚΗ, 20 Ὀκτωβρίου, ἑσπέρας. — [1090, 442, 1290, 472]
article-text: — Τὴν προσεχῆ τῆς 9ης ἀνευρέθη παρὰ τὴν ἀκτὴν πτῶμα ἀγνώστου ἀνδρός. — [1090, 864, 1290, 922]
story-text: Ὁ Καλλισπέρης ἀπεχώρησεν, ἀφοῦ ὁ Παναγῆς ἐπίστευσε τὴν σύγκλισιν τῶν ζητημάτων. — [156, 802, 374, 845]
column-divider — [1087, 165, 1089, 2153]
article-text: Τὸ συνέδριον ἐπελήφθη τῆς ἐπιθεωρήσεως τῆς προϋπολογισμοῦ πρὸς καλλιέργειαν δημητριακῶν καρπῶν. Ἐψηφίσθη ὅπως ἐπεξεργασθῇ ἐντὸς ἐρχομένου ἔτους προϋπολογισμὸν 50.000 δραχ. — [622, 906, 846, 993]
article-text: — Ὁ Διάδοχος ἀπεχώρησε πρὸ τῆς δεκάτης καὶ ἐπεσκέφθη ὑπὸ πλήθους κόσμου. Ἀπὸ τῆς ἀναχωρήσεως συνομίλησε μετὰ τῶν ἀρχῶν. Ὁ Διάδοχος ἐξέφρασε τὴν εὐαρέσκειαν αὐτοῦ διὰ τὴν ὑποδοχήν. — [1090, 233, 1290, 348]
article-text: Ὁ σιδηρουργὸς Ἰ. Κρανιάκης καὶ ὁ Γ. Τσάκωνας διαπληκτισθέντες ἐν τῷ καφενείῳ ἀμφότεροι ἔβγαλαν τὰ μαχαίρια. Ὁ δράστης συνελήφθη. — [1296, 451, 1536, 508]
column-divider — [1293, 165, 1295, 2153]
article-text: Ἐπίσης ἀνεκαλύφθη ὅτι εἰς τὰς χεῖρας τοῦ κ. Σακελλαρίου ὑπάρχουν ἕτερα πειστήρια τοῦ ἐγκλήματος. Ἡ ἀνάκρισις συνεχίζεται. — [852, 1171, 1084, 1228]
article-text: — Εἰς τὴν Σκόπελον ἕνεκα τῆς φοβερᾶς ἀκαθαρσίας τῆς πόλεως ἐπιβάλλεται ἡ λῆψις αὐστηρῶν μέτρων. — [1090, 991, 1290, 1064]
article-headline: ΕΞΩΝΤΩΣΙΣ — [1124, 357, 1256, 379]
article-text: Χθὲς τὴν ἑσπέραν ἐπανῆλθεν ἐκ Ναυπλίου ὁ βουλευτὴς τῆς ἐπαρχίας Τροιζηνίας κ. Φαρμακόπουλος, ὅστις εἰς τὴν ἐπαρχίαν εὗρεν ἐνθουσιώδη ὑποδοχήν. — [380, 1215, 616, 1287]
article-subheadline: ΙΔΙΑΙΤΕΡΟΝ ΤΗΛΕΓΡΑΦ. ΤΟΥ «ΕΜΠΡΟΣ» — [1111, 837, 1269, 860]
article-text: Χθὲς τὴν πρωΐαν διεβιβάσθη πρὸς τὴν Διεύθυνσιν τῆς Ἀστυνομίας ὁ κ. Βαλλέτας ἐπιστολὴ τοῦ φοιτητοῦ τῆς Νομικῆς κ. Χαρ. Κουκούλη ἀναγγέλλοντος ὅτι αὐτοκτονεῖ. Ἡ ἐπιστολὴ αὕτη ἀπεστάλη ὑπὸ τοῦ ἰδίου εἰς τὸ κατάστημα τοῦ κ. Ἰατροῦ. Ἡ ἀστυνομία μετὰ σπουδῆς ἐπῆρε τὴν ἀναζήτησιν. — [852, 314, 1084, 444]
article-text: Τηλεγράφημα τοῦ σταθμάρχου Ὁμαλοῦ ἀναγγέλλει ὅτι χθὲς ἐπὶ τῆς γραμμῆς τοῦ σιδηροδρόμου ὁ ἐργάτης Δήμητρος Χατζηκυριάκος ἐτραυματίσθη σοβαρῶς ὑπὸ τῆς ἁμαξοστοιχίας. — [852, 859, 1084, 931]
dateline: ΒΙΕΝΝΗ, 20 Ὀκτωβρίου. — [622, 353, 798, 368]
column-3 — [622, 165, 846, 2153]
ad-subtitle: Προμηθευτοῦ τῆς Α. Β. Υ. τοῦ Διαδόχου — [176, 1068, 354, 1095]
article-text: Κατὰ γνώμονας εἰδήσεις ἐκ Λαρίσης, ἡ χωροφυλακὴ ἀπέβαλε τῆς πόλεως πέντε Βουλγάρους ὑπόπτους, οἵτινες ἔζων ἐκεῖ ὡς ἔμποροι ἀνευ ἀδείας. — [622, 1263, 846, 1321]
